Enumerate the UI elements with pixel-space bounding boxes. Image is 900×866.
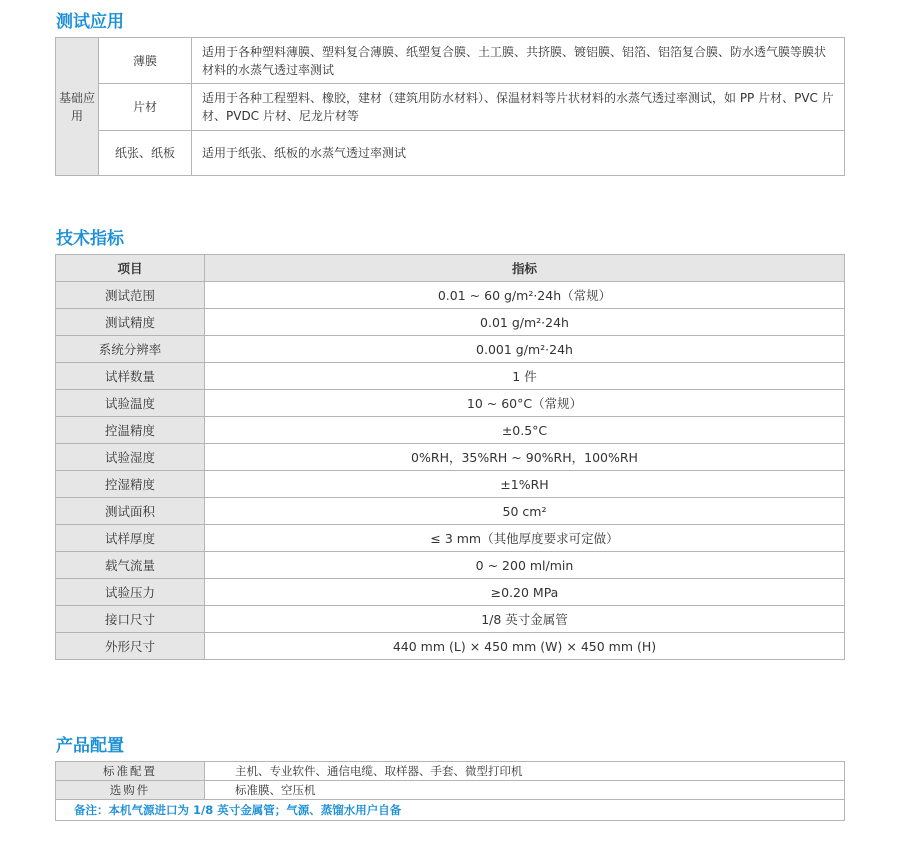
table-row — [56, 282, 845, 309]
spec-item: 测试面积 — [56, 498, 205, 525]
specs-table — [55, 254, 845, 660]
spec-value: 0.01 g/m²·24h — [205, 309, 845, 336]
table-row — [56, 38, 845, 84]
config-label: 标准配置 — [56, 762, 205, 781]
section-title-applications: 测试应用 — [56, 12, 124, 32]
spec-value: 10 ~ 60°C（常规） — [205, 390, 845, 417]
table-row — [56, 84, 845, 131]
table-row — [56, 131, 845, 176]
spec-value: 0.01 ~ 60 g/m²·24h（常规） — [205, 282, 845, 309]
spec-item: 测试范围 — [56, 282, 205, 309]
table-row — [56, 336, 845, 363]
application-desc: 适用于纸张、纸板的水蒸气透过率测试 — [192, 131, 845, 176]
table-row — [56, 498, 845, 525]
table-row — [56, 444, 845, 471]
header-item: 项目 — [56, 255, 205, 282]
application-desc: 适用于各种工程塑料、橡胶，建材（建筑用防水材料）、保温材料等片状材料的水蒸气透过率测试，如 PP 片材、PVC 片材、PVDC 片材、尼龙片材等 — [192, 84, 845, 131]
spec-value: 0 ~ 200 ml/min — [205, 552, 845, 579]
application-name: 片材 — [99, 84, 192, 131]
spec-value: 50 cm² — [205, 498, 845, 525]
table-row — [56, 762, 845, 781]
spec-item: 外形尺寸 — [56, 633, 205, 660]
config-table — [55, 761, 845, 821]
spec-value: ±0.5°C — [205, 417, 845, 444]
applications-table — [55, 37, 845, 176]
spec-value: ±1%RH — [205, 471, 845, 498]
spec-value: 1/8 英寸金属管 — [205, 606, 845, 633]
section-title-config: 产品配置 — [56, 736, 124, 756]
table-header-row — [56, 255, 845, 282]
section-title-specs: 技术指标 — [56, 229, 124, 249]
spec-item: 试验温度 — [56, 390, 205, 417]
table-row — [56, 525, 845, 552]
application-name: 纸张、纸板 — [99, 131, 192, 176]
spec-item: 试样厚度 — [56, 525, 205, 552]
spec-value: ≥0.20 MPa — [205, 579, 845, 606]
config-label: 选购件 — [56, 781, 205, 800]
spec-item: 系统分辨率 — [56, 336, 205, 363]
table-row — [56, 471, 845, 498]
table-row — [56, 552, 845, 579]
spec-item: 试样数量 — [56, 363, 205, 390]
spec-item: 控湿精度 — [56, 471, 205, 498]
config-value: 标准膜、空压机 — [205, 781, 845, 800]
category-cell: 基础应用 — [56, 38, 99, 176]
config-note: 备注：本机气源进口为 1/8 英寸金属管；气源、蒸馏水用户自备 — [56, 800, 845, 821]
specs-body — [56, 282, 845, 660]
spec-item: 试验湿度 — [56, 444, 205, 471]
table-row — [56, 800, 845, 821]
header-value: 指标 — [205, 255, 845, 282]
spec-value: 0.001 g/m²·24h — [205, 336, 845, 363]
spec-item: 接口尺寸 — [56, 606, 205, 633]
table-row — [56, 579, 845, 606]
spec-value: 0%RH，35%RH ~ 90%RH，100%RH — [205, 444, 845, 471]
spec-item: 试验压力 — [56, 579, 205, 606]
config-value: 主机、专业软件、通信电缆、取样器、手套、微型打印机 — [205, 762, 845, 781]
spec-item: 测试精度 — [56, 309, 205, 336]
spec-item: 载气流量 — [56, 552, 205, 579]
spec-item: 控温精度 — [56, 417, 205, 444]
table-row — [56, 363, 845, 390]
table-row — [56, 606, 845, 633]
table-row — [56, 390, 845, 417]
table-row — [56, 417, 845, 444]
table-row — [56, 309, 845, 336]
table-row — [56, 633, 845, 660]
spec-value: ≤ 3 mm（其他厚度要求可定做） — [205, 525, 845, 552]
spec-value: 440 mm (L) × 450 mm (W) × 450 mm (H) — [205, 633, 845, 660]
table-row — [56, 781, 845, 800]
spec-value: 1 件 — [205, 363, 845, 390]
application-desc: 适用于各种塑料薄膜、塑料复合薄膜、纸塑复合膜、土工膜、共挤膜、镀铝膜、铝箔、铝箔复合膜、防水透气膜等膜状材料的水蒸气透过率测试 — [192, 38, 845, 84]
application-name: 薄膜 — [99, 38, 192, 84]
